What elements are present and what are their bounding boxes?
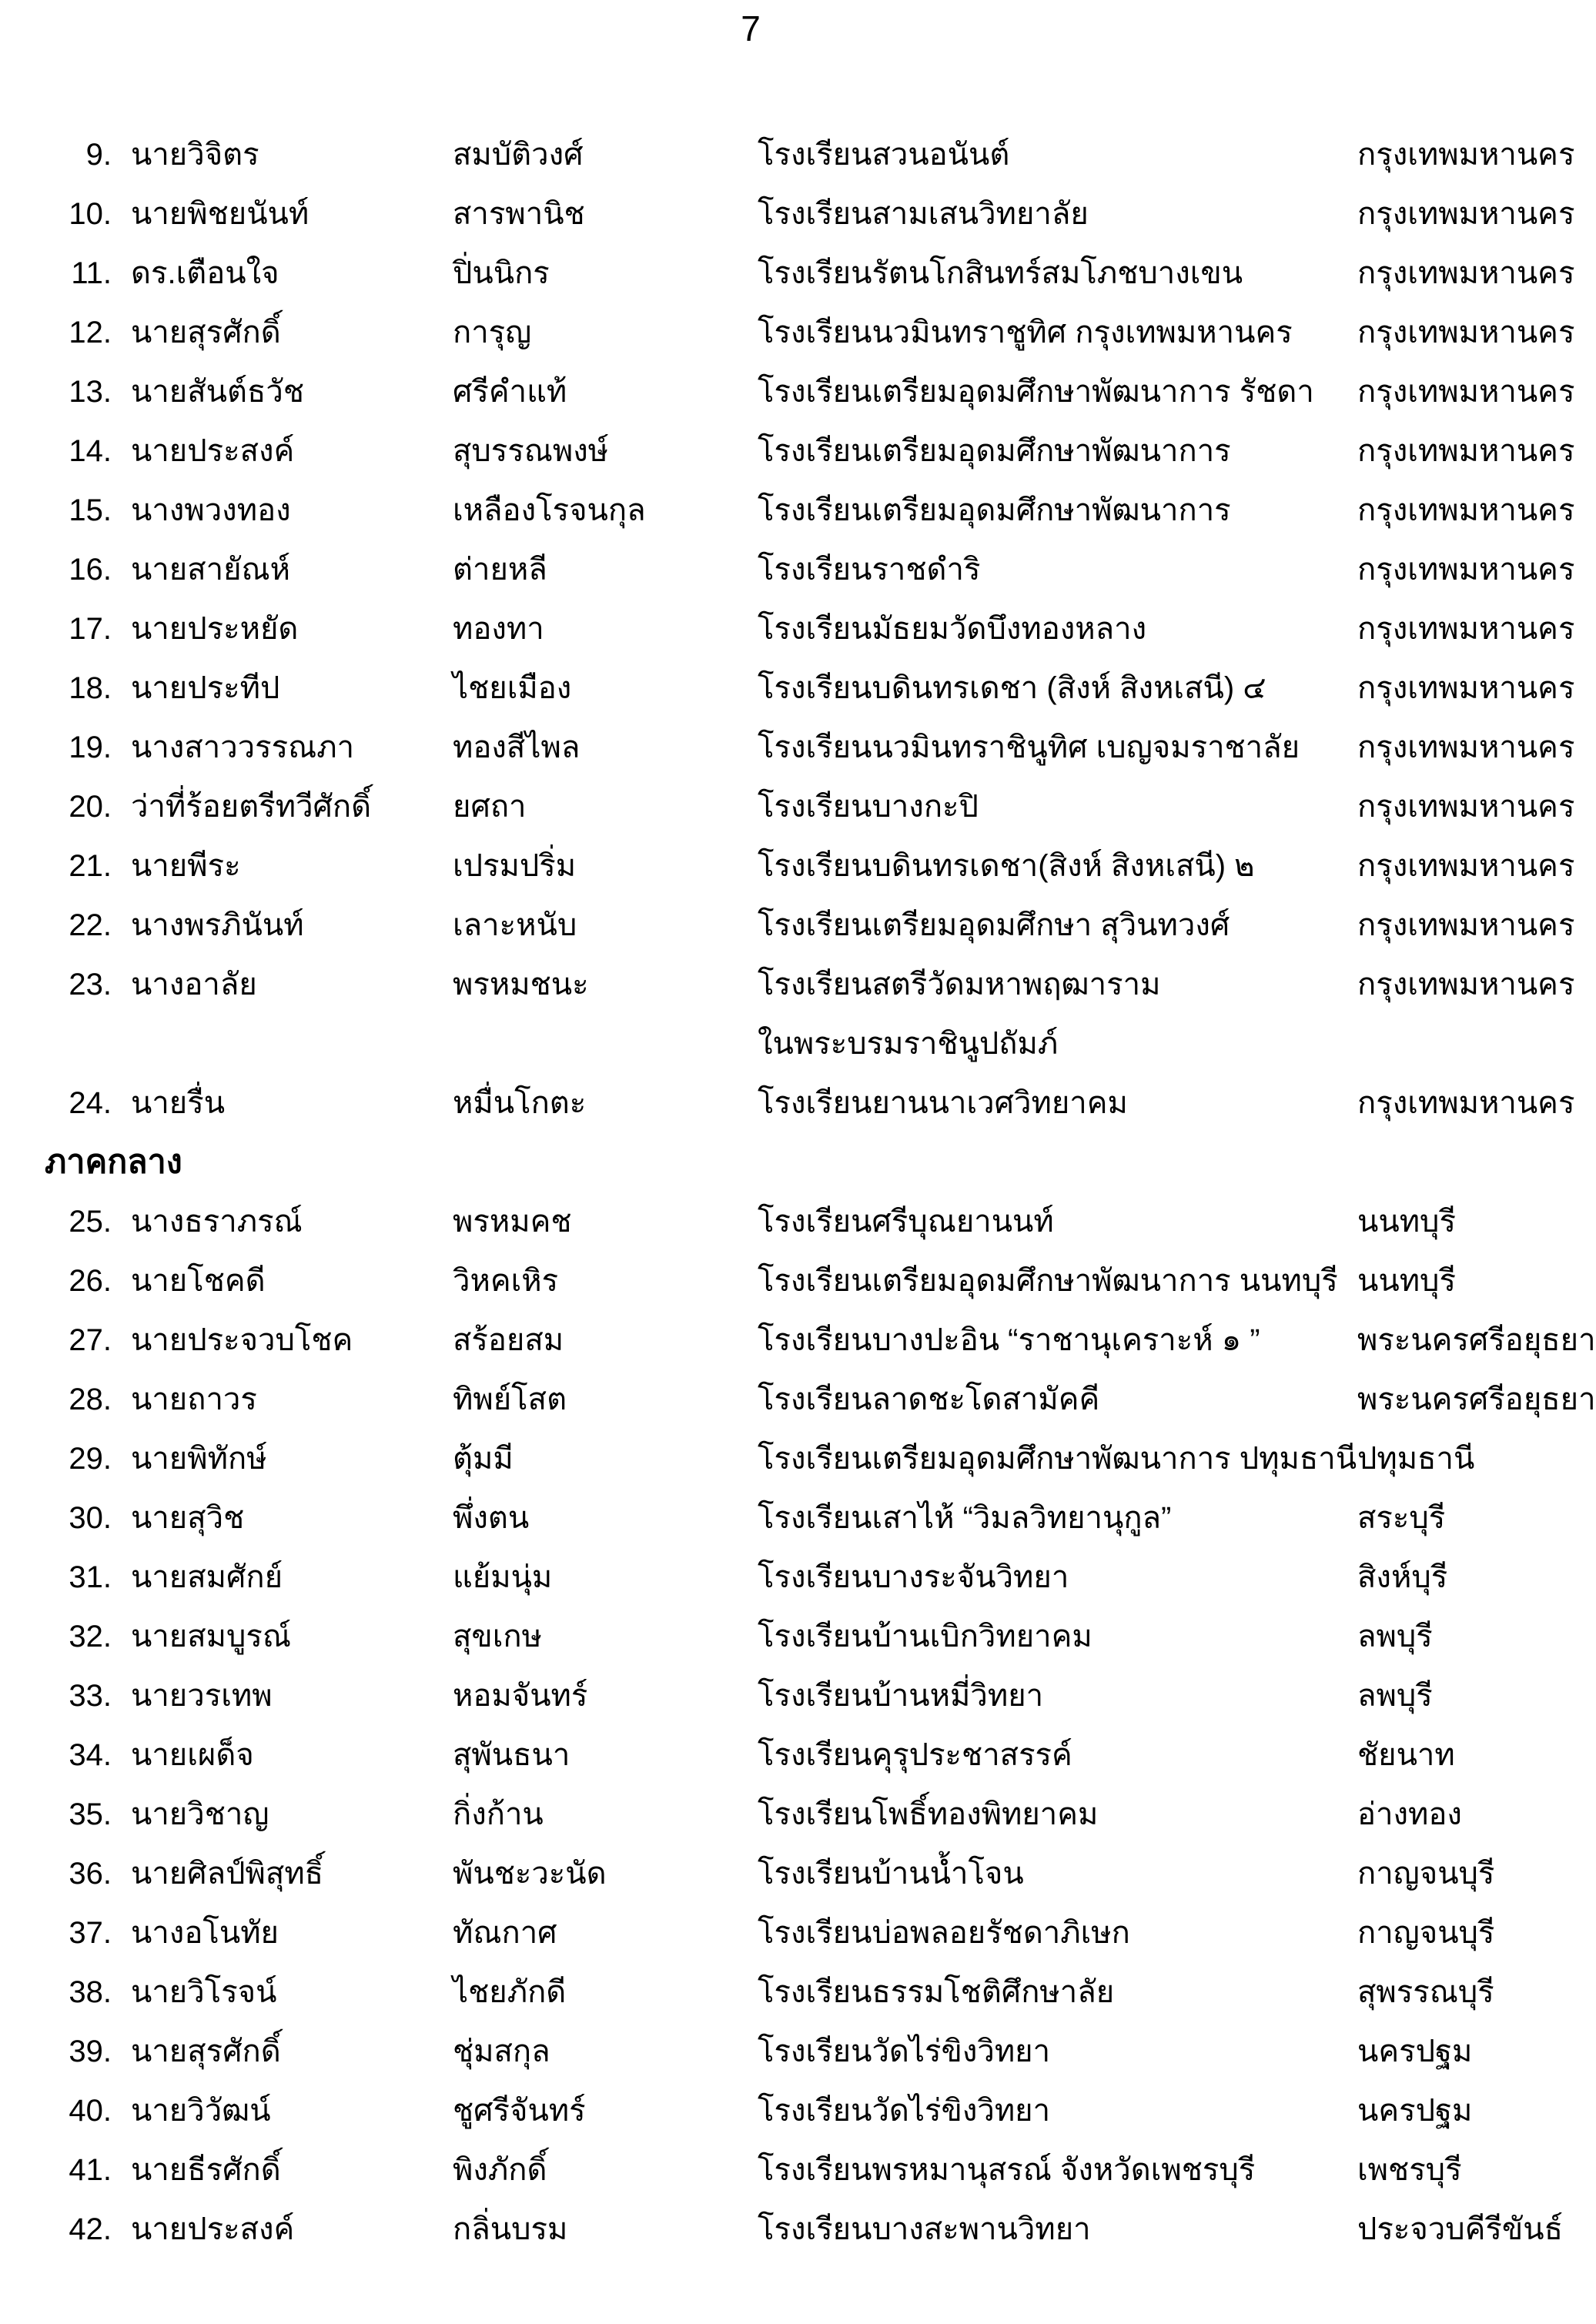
name-cell: นายประหยัด (131, 611, 299, 646)
row-number: 34. (69, 1737, 112, 1772)
province-cell: สิงห์บุรี (1357, 1560, 1448, 1594)
row-number: 17. (69, 611, 112, 646)
surname-cell: พิงภักดิ์ (453, 2152, 547, 2187)
table-row (0, 184, 1596, 243)
name-cell: นายวิโรจน์ (131, 1975, 277, 2009)
school-cell: โรงเรียนสามเสนวิทยาลัย (758, 196, 1089, 231)
name-cell: นายวิวัฒน์ (131, 2093, 271, 2128)
table-row (0, 836, 1596, 895)
province-cell: พระนครศรีอยุธยา (1357, 1382, 1596, 1416)
row-number: 28. (69, 1382, 112, 1416)
row-number: 15. (69, 493, 112, 527)
table-row (0, 658, 1596, 717)
table-row (0, 1962, 1596, 2021)
table-row (0, 717, 1596, 777)
surname-cell: พรหมชนะ (453, 967, 589, 1001)
name-cell: นายประทีป (131, 670, 280, 705)
row-number: 30. (69, 1500, 112, 1535)
province-cell: นครปฐม (1357, 2034, 1473, 2068)
table-row (0, 1607, 1596, 1666)
surname-cell: สุบรรณพงษ์ (453, 433, 609, 468)
school-cell: โรงเรียนสวนอนันต์ (758, 137, 1010, 172)
surname-cell: พึ่งตน (453, 1500, 530, 1535)
table-row (0, 1369, 1596, 1429)
table-row (0, 303, 1596, 362)
name-cell: นายโชคดี (131, 1263, 266, 1298)
row-number: 9. (85, 137, 112, 172)
province-cell: เพชรบุรี (1357, 2152, 1462, 2187)
surname-cell: ตุ้มมี (453, 1441, 514, 1476)
school-cell: โรงเรียนศรีบุณยานนท์ (758, 1204, 1054, 1239)
school-cell: โรงเรียนเตรียมอุดมศึกษาพัฒนาการ (758, 433, 1231, 468)
table-row (0, 1429, 1596, 1488)
row-number: 23. (69, 967, 112, 1001)
table-row (0, 362, 1596, 421)
surname-cell: เลาะหนับ (453, 908, 577, 942)
name-cell: นายสุรศักดิ์ (131, 2034, 281, 2068)
name-cell: นางพวงทอง (131, 493, 291, 527)
name-cell: นางพรภินันท์ (131, 908, 304, 942)
name-cell: นายวิชาญ (131, 1797, 269, 1831)
name-cell: นายธีรศักดิ์ (131, 2152, 281, 2187)
name-cell: นายศิลป์พิสุทธิ์ (131, 1856, 324, 1891)
surname-cell: เหลืองโรจนกุล (453, 493, 646, 527)
school-cell: โรงเรียนบ่อพลอยรัชดาภิเษก (758, 1915, 1130, 1950)
row-number: 40. (69, 2093, 112, 2128)
school-cell: โรงเรียนบางปะอิน “ราชานุเคราะห์ ๑ ” (758, 1323, 1260, 1357)
surname-cell: สุพันธนา (453, 1737, 570, 1772)
surname-cell: ทิพย์โสต (453, 1382, 567, 1416)
name-cell: ดร.เตือนใจ (131, 256, 279, 290)
name-cell: นางสาววรรณภา (131, 730, 355, 764)
school-cell: โรงเรียนเสาไห้ “วิมลวิทยานุกูล” (758, 1500, 1172, 1535)
school-cell: โรงเรียนโพธิ์ทองพิทยาคม (758, 1797, 1099, 1831)
surname-cell: พันชะวะนัด (453, 1856, 607, 1891)
surname-cell: สุขเกษ (453, 1619, 543, 1654)
province-cell: กรุงเทพมหานคร (1357, 967, 1575, 1001)
province-cell: กรุงเทพมหานคร (1357, 789, 1575, 824)
row-number: 37. (69, 1915, 112, 1950)
name-cell: นายวิจิตร (131, 137, 259, 172)
surname-cell: ศรีคำแท้ (453, 374, 567, 409)
surname-cell: ชุ่มสกุล (453, 2034, 550, 2068)
school-cell: โรงเรียนวัดไร่ขิงวิทยา (758, 2034, 1051, 2068)
school-continuation-cell: ในพระบรมราชินูปถัมภ์ (758, 1026, 1059, 1061)
surname-cell: การุญ (453, 315, 532, 349)
school-cell: โรงเรียนเตรียมอุดมศึกษาพัฒนาการ รัชดา (758, 374, 1314, 409)
school-cell: โรงเรียนบ้านน้ำโจน (758, 1856, 1024, 1891)
province-cell: กรุงเทพมหานคร (1357, 552, 1575, 587)
table-row (0, 1844, 1596, 1903)
surname-cell: ไชยเมือง (453, 670, 572, 705)
table-row (0, 2021, 1596, 2081)
province-cell: อ่างทอง (1357, 1797, 1462, 1831)
name-cell: นายสายัณห์ (131, 552, 291, 587)
row-number: 25. (69, 1204, 112, 1239)
table-row (0, 1310, 1596, 1369)
surname-cell: หอมจันทร์ (453, 1678, 588, 1713)
province-cell: กาญจนบุรี (1357, 1856, 1495, 1891)
province-cell: กรุงเทพมหานคร (1357, 611, 1575, 646)
row-number: 18. (69, 670, 112, 705)
school-cell: โรงเรียนนวมินทราชินูทิศ เบญจมราชาลัย (758, 730, 1300, 764)
surname-cell: ชูศรีจันทร์ (453, 2093, 586, 2128)
table-row (0, 1488, 1596, 1547)
province-cell: นครปฐม (1357, 2093, 1473, 2128)
table-row (0, 1547, 1596, 1607)
roster (0, 125, 1596, 2259)
name-cell: นางอโนทัย (131, 1915, 279, 1950)
school-cell: โรงเรียนบดินทรเดชา(สิงห์ สิงหเสนี) ๒ (758, 848, 1255, 883)
table-row (0, 777, 1596, 836)
table-row (0, 540, 1596, 599)
surname-cell: กิ่งก้าน (453, 1797, 544, 1831)
province-cell: กรุงเทพมหานคร (1357, 196, 1575, 231)
table-row (0, 2140, 1596, 2199)
row-number: 20. (69, 789, 112, 824)
school-cell: โรงเรียนบดินทรเดชา (สิงห์ สิงหเสนี) ๔ (758, 670, 1266, 705)
table-row (0, 895, 1596, 955)
table-row-continuation (0, 1014, 1596, 1073)
row-number: 16. (69, 552, 112, 587)
surname-cell: หมื่นโกตะ (453, 1085, 587, 1120)
row-number: 21. (69, 848, 112, 883)
row-number: 41. (69, 2152, 112, 2187)
table-row (0, 1251, 1596, 1310)
surname-cell: วิหคเหิร (453, 1263, 559, 1298)
province-cell: นนทบุรี (1357, 1263, 1456, 1298)
surname-cell: สร้อยสม (453, 1323, 564, 1357)
school-cell: โรงเรียนเตรียมอุดมศึกษาพัฒนาการ (758, 493, 1231, 527)
school-cell: โรงเรียนราชดำริ (758, 552, 981, 587)
surname-cell: แย้มนุ่ม (453, 1560, 553, 1594)
row-number: 19. (69, 730, 112, 764)
surname-cell: ยศถา (453, 789, 527, 824)
province-cell: กรุงเทพมหานคร (1357, 433, 1575, 468)
row-number: 38. (69, 1975, 112, 2009)
row-number: 24. (69, 1085, 112, 1120)
row-number: 14. (69, 433, 112, 468)
row-number: 35. (69, 1797, 112, 1831)
province-cell: กรุงเทพมหานคร (1357, 137, 1575, 172)
row-number: 32. (69, 1619, 112, 1654)
province-cell: ปทุมธานี (1357, 1441, 1475, 1476)
name-cell: นายประสงค์ (131, 433, 295, 468)
school-cell: โรงเรียนมัธยมวัดบึงทองหลาง (758, 611, 1147, 646)
table-row (0, 480, 1596, 540)
province-cell: กาญจนบุรี (1357, 1915, 1495, 1950)
name-cell: นายเผด็จ (131, 1737, 254, 1772)
name-cell: นายพิทักษ์ (131, 1441, 267, 1476)
table-row (0, 1666, 1596, 1725)
province-cell: ลพบุรี (1357, 1678, 1433, 1713)
table-row (0, 421, 1596, 480)
row-number: 36. (69, 1856, 112, 1891)
row-number: 11. (71, 256, 112, 290)
surname-cell: ทองทา (453, 611, 544, 646)
province-cell: สระบุรี (1357, 1500, 1446, 1535)
page-number: 7 (741, 8, 761, 48)
surname-cell: ทัณกาศ (453, 1915, 557, 1950)
province-cell: กรุงเทพมหานคร (1357, 315, 1575, 349)
row-number: 29. (69, 1441, 112, 1476)
table-row (0, 1725, 1596, 1784)
surname-cell: สมบัติวงศ์ (453, 137, 584, 172)
school-cell: โรงเรียนบ้านหมี่วิทยา (758, 1678, 1044, 1713)
name-cell: นายประสงค์ (131, 2212, 295, 2246)
province-cell: กรุงเทพมหานคร (1357, 908, 1575, 942)
province-cell: กรุงเทพมหานคร (1357, 730, 1575, 764)
row-number: 12. (69, 315, 112, 349)
table-row (0, 955, 1596, 1014)
province-cell: กรุงเทพมหานคร (1357, 256, 1575, 290)
name-cell: นายพีระ (131, 848, 241, 883)
school-cell: โรงเรียนคุรุประชาสรรค์ (758, 1737, 1072, 1772)
province-cell: ชัยนาท (1357, 1737, 1455, 1772)
name-cell: นายวรเทพ (131, 1678, 273, 1713)
school-cell: โรงเรียนยานนาเวศวิทยาคม (758, 1085, 1128, 1120)
surname-cell: พรหมคช (453, 1204, 572, 1239)
school-cell: โรงเรียนวัดไร่ขิงวิทยา (758, 2093, 1051, 2128)
row-number: 13. (69, 374, 112, 409)
row-number: 39. (69, 2034, 112, 2068)
name-cell: นายสมบูรณ์ (131, 1619, 292, 1654)
name-cell: นายพิชยนันท์ (131, 196, 309, 231)
name-cell: นายสันต์ธวัช (131, 374, 304, 409)
school-cell: โรงเรียนเตรียมอุดมศึกษาพัฒนาการ ปทุมธานี (758, 1441, 1357, 1476)
table-row (0, 125, 1596, 184)
school-cell: โรงเรียนเตรียมอุดมศึกษา สุวินทวงศ์ (758, 908, 1230, 942)
table-row (0, 1784, 1596, 1844)
school-cell: โรงเรียนลาดชะโดสามัคคี (758, 1382, 1100, 1416)
row-number: 22. (69, 908, 112, 942)
province-cell: กรุงเทพมหานคร (1357, 1085, 1575, 1120)
school-cell: โรงเรียนเตรียมอุดมศึกษาพัฒนาการ นนทบุรี (758, 1263, 1338, 1298)
row-number: 33. (69, 1678, 112, 1713)
table-row (0, 1192, 1596, 1251)
school-cell: โรงเรียนบางสะพานวิทยา (758, 2212, 1091, 2246)
province-cell: กรุงเทพมหานคร (1357, 848, 1575, 883)
province-cell: พระนครศรีอยุธยา (1357, 1323, 1596, 1357)
name-cell: นายสมศักย์ (131, 1560, 283, 1594)
province-cell: กรุงเทพมหานคร (1357, 670, 1575, 705)
province-cell: สุพรรณบุรี (1357, 1975, 1494, 2009)
name-cell: นายประจวบโชค (131, 1323, 353, 1357)
row-number: 26. (69, 1263, 112, 1298)
section-row (0, 1132, 1596, 1192)
name-cell: นายถาวร (131, 1382, 257, 1416)
province-cell: กรุงเทพมหานคร (1357, 374, 1575, 409)
province-cell: ลพบุรี (1357, 1619, 1433, 1654)
school-cell: โรงเรียนบ้านเบิกวิทยาคม (758, 1619, 1092, 1654)
province-cell: ประจวบคีรีขันธ์ (1357, 2212, 1563, 2246)
row-number: 42. (69, 2212, 112, 2246)
name-cell: นางธราภรณ์ (131, 1204, 303, 1239)
school-cell: โรงเรียนนวมินทราชูทิศ กรุงเทพมหานคร (758, 315, 1293, 349)
table-row (0, 2081, 1596, 2140)
surname-cell: เปรมปริ่ม (453, 848, 577, 883)
school-cell: โรงเรียนสตรีวัดมหาพฤฒาราม (758, 967, 1161, 1001)
name-cell: นายสุวิช (131, 1500, 245, 1535)
table-row (0, 599, 1596, 658)
surname-cell: ทองสีไพล (453, 730, 581, 764)
table-row (0, 2199, 1596, 2259)
school-cell: โรงเรียนบางกะปิ (758, 789, 979, 824)
school-cell: โรงเรียนรัตนโกสินทร์สมโภชบางเขน (758, 256, 1243, 290)
school-cell: โรงเรียนบางระจันวิทยา (758, 1560, 1069, 1594)
name-cell: นายรื่น (131, 1085, 226, 1120)
surname-cell: ไชยภักดี (453, 1975, 567, 2009)
province-cell: กรุงเทพมหานคร (1357, 493, 1575, 527)
school-cell: โรงเรียนธรรมโชติศึกษาลัย (758, 1975, 1115, 2009)
name-cell: นางอาลัย (131, 967, 257, 1001)
section-heading: ภาคกลาง (45, 1143, 182, 1180)
table-row (0, 1903, 1596, 1962)
surname-cell: สารพานิช (453, 196, 585, 231)
table-row (0, 243, 1596, 303)
name-cell: นายสุรศักดิ์ (131, 315, 281, 349)
row-number: 10. (69, 196, 112, 231)
table-row (0, 1073, 1596, 1132)
row-number: 31. (69, 1560, 112, 1594)
name-cell: ว่าที่ร้อยตรีทวีศักดิ์ (131, 789, 372, 824)
surname-cell: กลิ่นบรม (453, 2212, 568, 2246)
surname-cell: ต่ายหลี (453, 552, 547, 587)
surname-cell: ปิ่นนิกร (453, 256, 550, 290)
province-cell: นนทบุรี (1357, 1204, 1456, 1239)
row-number: 27. (69, 1323, 112, 1357)
school-cell: โรงเรียนพรหมานุสรณ์ จังหวัดเพชรบุรี (758, 2152, 1256, 2187)
